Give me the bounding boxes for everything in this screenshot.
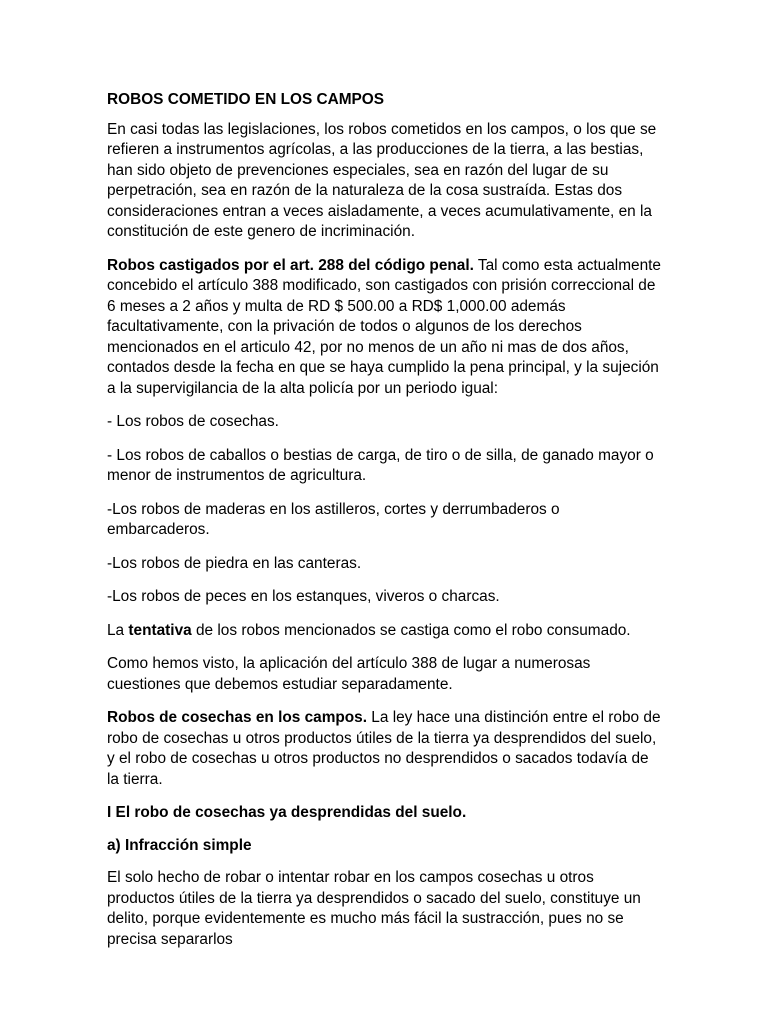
article-288-paragraph <box>107 256 663 400</box>
article-288-heading: Robos castigados por el art. 288 del código penal. <box>107 256 474 274</box>
tentativa-term: tentativa <box>128 621 192 639</box>
cosechas-paragraph <box>107 708 663 790</box>
list-item: -Los robos de peces en los estanques, viveros o charcas. <box>107 588 500 605</box>
document-page <box>107 90 663 963</box>
cosechas-text: La ley hace una distinción entre el robo de robo de cosechas u otros productos útiles de la tierra ya desprendidos del suelo, y el robo de cosechas u otros productos no desprendidos o sacados todavía de la tierra. <box>107 709 661 788</box>
article-288-text: Tal como esta actualmente concebido el artículo 388 modificado, son castigados con prisión correccional de 6 meses a 2 años y multa de RD $ 500.00 a RD$ 1,000.00 además facultativamente, con la privación de todos o algunos de los derechos mencionados en el articulo 42, por no menos de un año ni mas de dos años, contados desde la fecha en que se haya cumplido la pena principal, y la sujeción a la supervigilancia de la alta policía por un periodo igual: <box>107 256 661 397</box>
intro-paragraph: En casi todas las legislaciones, los robos cometidos en los campos, o los que se refieren a instrumentos agrícolas, a las producciones de la tierra, a las bestias, han sido objeto de prevenciones especiales, sea en razón del lugar de su perpetración, sea en razón de la naturaleza de la cosa sustraída. Estas dos consideraciones entran a veces aisladamente, a veces acumulativamente, en la constitución de este genero de incriminación. <box>107 120 657 240</box>
subsection-heading: a) Infracción simple <box>107 836 252 854</box>
tentativa-pre: La <box>107 621 129 639</box>
infraccion-paragraph: El solo hecho de robar o intentar robar en los campos cosechas u otros productos útiles de la tierra ya desprendidos o sacado del suelo, constituye un delito, porque evidentemente es mucho más fácil la sustracción, pues no se precisa separarlos <box>107 869 641 948</box>
list-item: - Los robos de cosechas. <box>107 413 279 430</box>
article-388-paragraph: Como hemos visto, la aplicación del artículo 388 de lugar a numerosas cuestiones que debemos estudiar separadamente. <box>107 655 591 693</box>
tentativa-paragraph <box>107 621 663 642</box>
cosechas-heading: Robos de cosechas en los campos. <box>107 709 368 726</box>
list-item: -Los robos de maderas en los astilleros, cortes y derrumbaderos o embarcaderos. <box>107 500 560 538</box>
list-item: - Los robos de caballos o bestias de carga, de tiro o de silla, de ganado mayor o menor de instrumentos de agricultura. <box>107 446 654 484</box>
tentativa-post: de los robos mencionados se castiga como el robo consumado. <box>191 621 631 639</box>
document-title: ROBOS COMETIDO EN LOS CAMPOS <box>107 91 385 108</box>
list-item: -Los robos de piedra en las canteras. <box>107 554 362 572</box>
section-heading: I El robo de cosechas ya desprendidas del suelo. <box>107 804 467 821</box>
